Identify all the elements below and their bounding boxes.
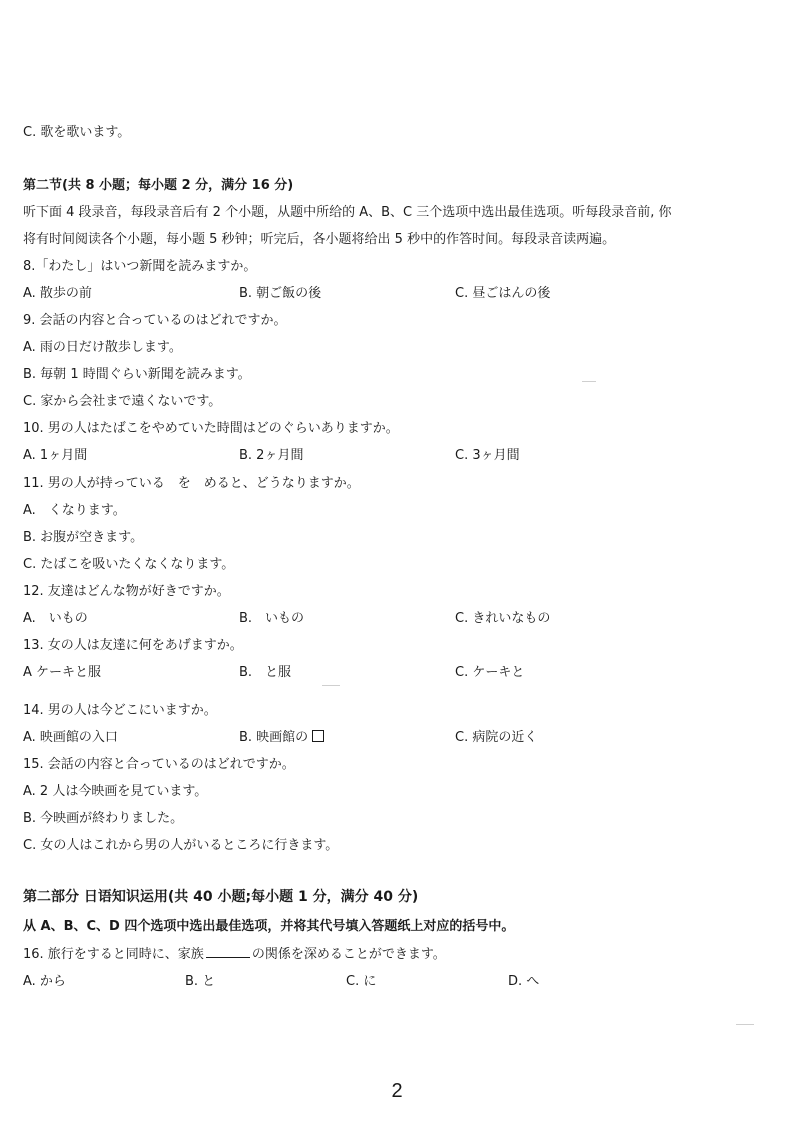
q10-option-b: B. 2ヶ月間 — [239, 448, 304, 463]
q10-stem: 10. 男の人はたばこをやめていた時間はどのぐらいありますか。 — [23, 421, 399, 436]
section2-header: 第二节(共 8 小题；每小题 2 分，满分 16 分) — [23, 178, 294, 193]
box-glyph-icon — [312, 730, 324, 742]
q16-stem-before: 16. 旅行をすると同時に、家族 — [23, 947, 204, 962]
page-number: 2 — [391, 1080, 403, 1102]
q15-stem: 15. 会話の内容と合っているのはどれですか。 — [23, 757, 295, 772]
q12-option-a: A. いもの — [23, 611, 88, 626]
q10-option-a: A. 1ヶ月間 — [23, 448, 88, 463]
q15-option-a: A. 2 人は今映画を見ています。 — [23, 784, 208, 799]
q14-stem: 14. 男の人は今どこにいますか。 — [23, 703, 217, 718]
q16-option-a: A. から — [23, 974, 66, 989]
q9-option-a: A. 雨の日だけ散歩します。 — [23, 340, 182, 355]
q13-stem: 13. 女の人は友達に何をあげますか。 — [23, 638, 243, 653]
q7-option-c: C. 歌を歌います。 — [23, 125, 131, 140]
q12-stem: 12. 友達はどんな物が好きですか。 — [23, 584, 230, 599]
q9-option-b: B. 毎朝 1 時間ぐらい新聞を読みます。 — [23, 367, 251, 382]
q16-option-c: C. に — [346, 974, 377, 989]
q11-option-c: C. たばこを吸いたくなくなります。 — [23, 557, 235, 572]
section2-instruction-2: 将有时间阅读各个小题，每小题 5 秒钟；听完后，各小题将给出 5 秒中的作答时间。每段录音读两遍。 — [23, 232, 616, 247]
part2-header: 第二部分 日语知识运用(共 40 小题;每小题 1 分，满分 40 分) — [23, 889, 419, 905]
q14-option-c: C. 病院の近く — [455, 730, 538, 745]
q13-option-b: B. と服 — [239, 665, 292, 680]
scan-speck — [322, 685, 340, 686]
q15-option-b: B. 今映画が終わりました。 — [23, 811, 184, 826]
q11-stem: 11. 男の人が持っている を めると、どうなりますか。 — [23, 476, 360, 491]
q16-option-d: D. へ — [508, 974, 540, 989]
q16-stem-after: の関係を深めることができます。 — [251, 947, 446, 962]
q8-stem: 8.「わたし」はいつ新聞を読みますか。 — [23, 259, 257, 274]
q9-option-c: C. 家から会社まで遠くないです。 — [23, 394, 222, 409]
part2-instruction: 从 A、B、C、D 四个选项中选出最佳选项，并将其代号填入答题纸上对应的括号中。 — [23, 919, 515, 934]
q14-option-b-wrap — [239, 730, 324, 746]
q12-option-b: B. いもの — [239, 611, 305, 626]
q12-option-c: C. きれいなもの — [455, 611, 551, 626]
q13-option-a: A ケーキと服 — [23, 665, 102, 680]
q16-stem — [23, 946, 446, 963]
q15-option-c: C. 女の人はこれから男の人がいるところに行きます。 — [23, 838, 339, 853]
q16-option-b: B. と — [185, 974, 216, 989]
q11-option-b: B. お腹が空きます。 — [23, 530, 144, 545]
q8-option-a: A. 散歩の前 — [23, 286, 92, 301]
q10-option-c: C. 3ヶ月間 — [455, 448, 520, 463]
q8-option-c: C. 昼ごはんの後 — [455, 286, 551, 301]
answer-blank — [206, 946, 250, 958]
scan-speck — [582, 381, 596, 382]
q11-option-a: A. くなります。 — [23, 503, 126, 518]
q14-option-b: B. 映画館の — [239, 730, 309, 745]
q14-option-a: A. 映画館の入口 — [23, 730, 118, 745]
q8-option-b: B. 朝ご飯の後 — [239, 286, 322, 301]
q9-stem: 9. 会話の内容と合っているのはどれですか。 — [23, 313, 287, 328]
q13-option-c: C. ケーキと — [455, 665, 525, 680]
section2-instruction-1: 听下面 4 段录音，每段录音后有 2 个小题，从题中所给的 A、B、C 三个选项中选出最佳选项。听每段录音前, 你 — [23, 205, 672, 220]
scan-speck — [736, 1024, 754, 1025]
